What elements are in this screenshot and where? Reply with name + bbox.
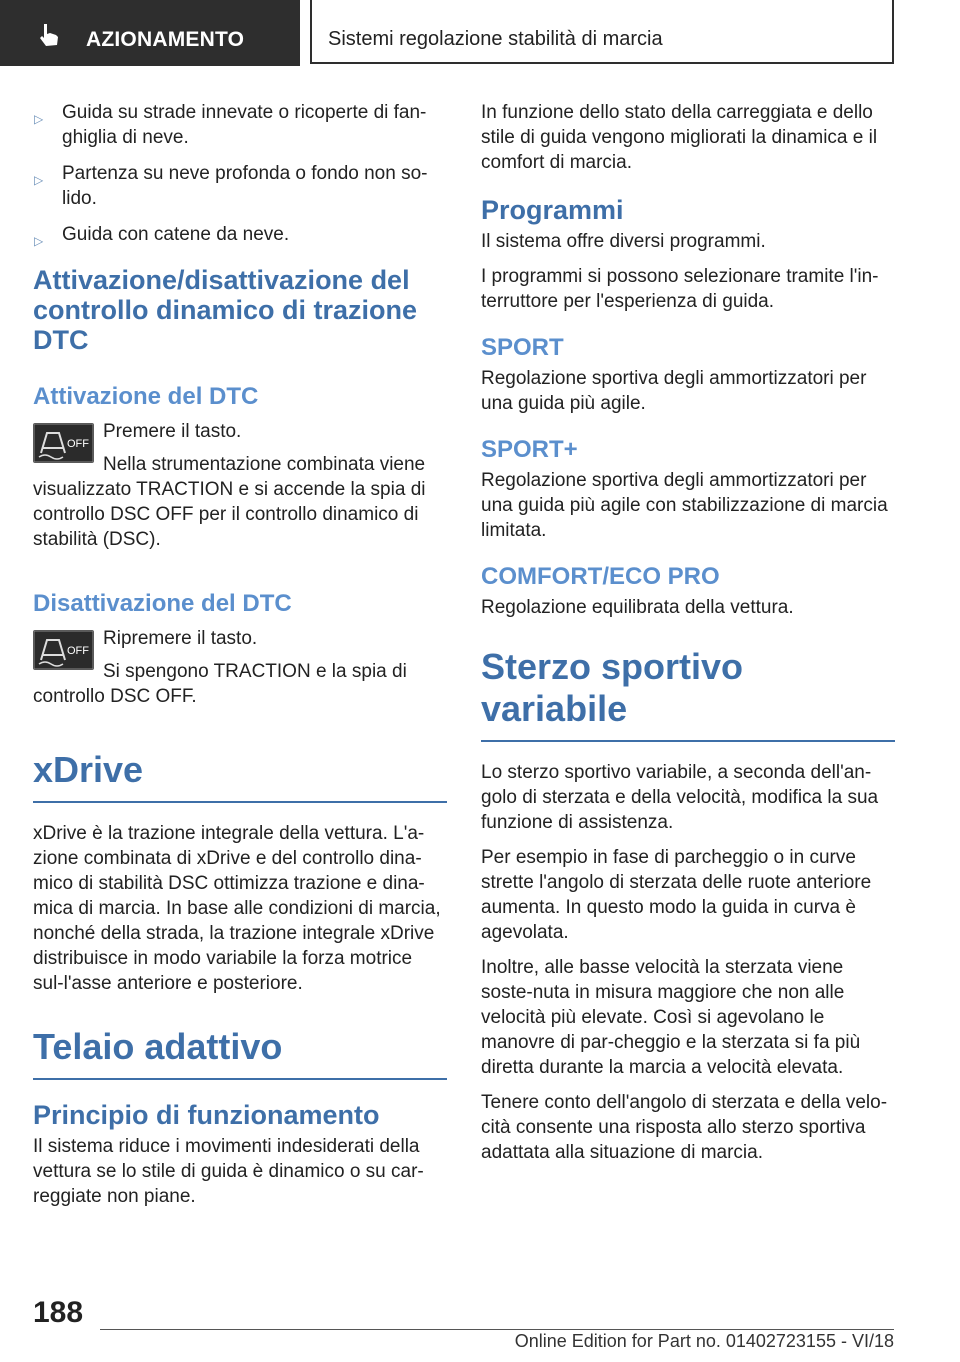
svg-text:OFF: OFF	[67, 438, 89, 450]
heading-dtc: Attivazione/disattivazione del controllo dinamico di trazione DTC	[33, 265, 418, 355]
deactivation-text: Si spengono TRACTION e la spia di controllo DSC OFF.	[33, 661, 407, 707]
programmi-text-1: Il sistema offre diversi programmi.	[481, 231, 766, 252]
footer-divider	[100, 1329, 894, 1330]
edition-text: Online Edition for Part no. 01402723155 - VI/18	[514, 1331, 894, 1351]
left-column	[33, 100, 447, 1219]
triangle-bullet-icon: ▷	[34, 173, 44, 187]
sport-plus-text: Regolazione sportiva degli ammortizzatori per una guida più agile con stabilizzazione di marcia limitata.	[481, 470, 888, 541]
page-number: 188	[33, 1296, 84, 1329]
sterzo-text-2: Per esempio in fase di parcheggio o in curve strette l'angolo di sterzata delle ruote anteriore aumenta. In questo modo la guida in curva è agevolata.	[481, 847, 872, 943]
chapter-label: AZIONAMENTO	[86, 28, 245, 51]
activation-text: Nella strumentazione combinata viene visualizzato TRACTION e si accende la spia di controllo DSC OFF per il controllo dinamico di stabilità (DSC).	[33, 454, 426, 550]
section-title: Sistemi regolazione stabilità di marcia	[328, 28, 663, 50]
heading-activation: Attivazione del DTC	[33, 383, 259, 410]
list-item: ▷ Guida su strade innevate o ricoperte di fan-ghiglia di neve.	[34, 102, 427, 148]
heading-telaio: Telaio adattivo	[33, 1026, 447, 1080]
list-item: ▷ Guida con catene da neve.	[33, 222, 447, 247]
heading-comfort: COMFORT/ECO PRO	[481, 563, 720, 590]
heading-xdrive: xDrive	[33, 749, 447, 803]
deactivation-step: Ripremere il tasto.	[103, 628, 258, 649]
section-title-box	[310, 0, 894, 64]
triangle-bullet-icon: ▷	[34, 234, 44, 248]
activation-step: Premere il tasto.	[103, 421, 242, 442]
activation-block	[33, 419, 447, 552]
comfort-text: Regolazione equilibrata della vettura.	[481, 597, 794, 618]
sport-text: Regolazione sportiva degli ammortizzatori per una guida più agile.	[481, 368, 867, 414]
xdrive-text: xDrive è la trazione integrale della vettura. L'a-zione combinata di xDrive e del controllo dina-mico di stabilità DSC ottimizza trazione e dina-mica di marcia. In base alle condizioni di marcia, nonché della strada, la trazione integrale xDrive distribuisce in modo variabile la forza motrice sul-l'asse anteriore e posteriore.	[33, 823, 441, 994]
svg-text:OFF: OFF	[67, 645, 89, 657]
dtc-off-button-icon	[33, 423, 94, 463]
programmi-text-2: I programmi si possono selezionare tramite l'in-terruttore per l'esperienza di guida.	[481, 266, 879, 312]
sterzo-text-1: Lo sterzo sportivo variabile, a seconda dell'an-golo di sterzata e della velocità, modifica la sua funzione di assistenza.	[481, 762, 879, 833]
right-column	[481, 100, 895, 1175]
intro-text: In funzione dello stato della carreggiata e dello stile di guida vengono migliorati la dinamica e il comfort di marcia.	[481, 102, 878, 173]
hand-pointer-icon	[36, 22, 62, 48]
deactivation-block	[33, 626, 447, 709]
heading-sterzo: Sterzo sportivo variabile	[481, 646, 895, 742]
sterzo-text-3: Inoltre, alle basse velocità la sterzata viene soste-nuta in misura maggiore che non alle velocità più elevate. Così si agevolano le manovre di par-cheggio e la sterzata si fa più diretta durante la marcia a velocità elevata.	[481, 957, 861, 1078]
sterzo-text-4: Tenere conto dell'angolo di sterzata e della velo-cità consente una risposta allo sterzo sportiva adattata alla situazione di marcia.	[481, 1092, 888, 1163]
chapter-tab	[0, 0, 300, 66]
list-item: ▷ Partenza su neve profonda o fondo non so-lido.	[34, 163, 428, 209]
principio-text: Il sistema riduce i movimenti indesiderati della vettura se lo stile di guida è dinamico o su car-reggiate non piane.	[33, 1136, 424, 1207]
heading-deactivation: Disattivazione del DTC	[33, 590, 292, 617]
triangle-bullet-icon: ▷	[34, 112, 44, 126]
heading-sport-plus: SPORT+	[481, 436, 578, 463]
heading-principio: Principio di funzionamento	[33, 1100, 380, 1130]
heading-sport: SPORT	[481, 334, 564, 361]
dtc-off-button-icon	[33, 630, 94, 670]
heading-programmi: Programmi	[481, 195, 624, 225]
